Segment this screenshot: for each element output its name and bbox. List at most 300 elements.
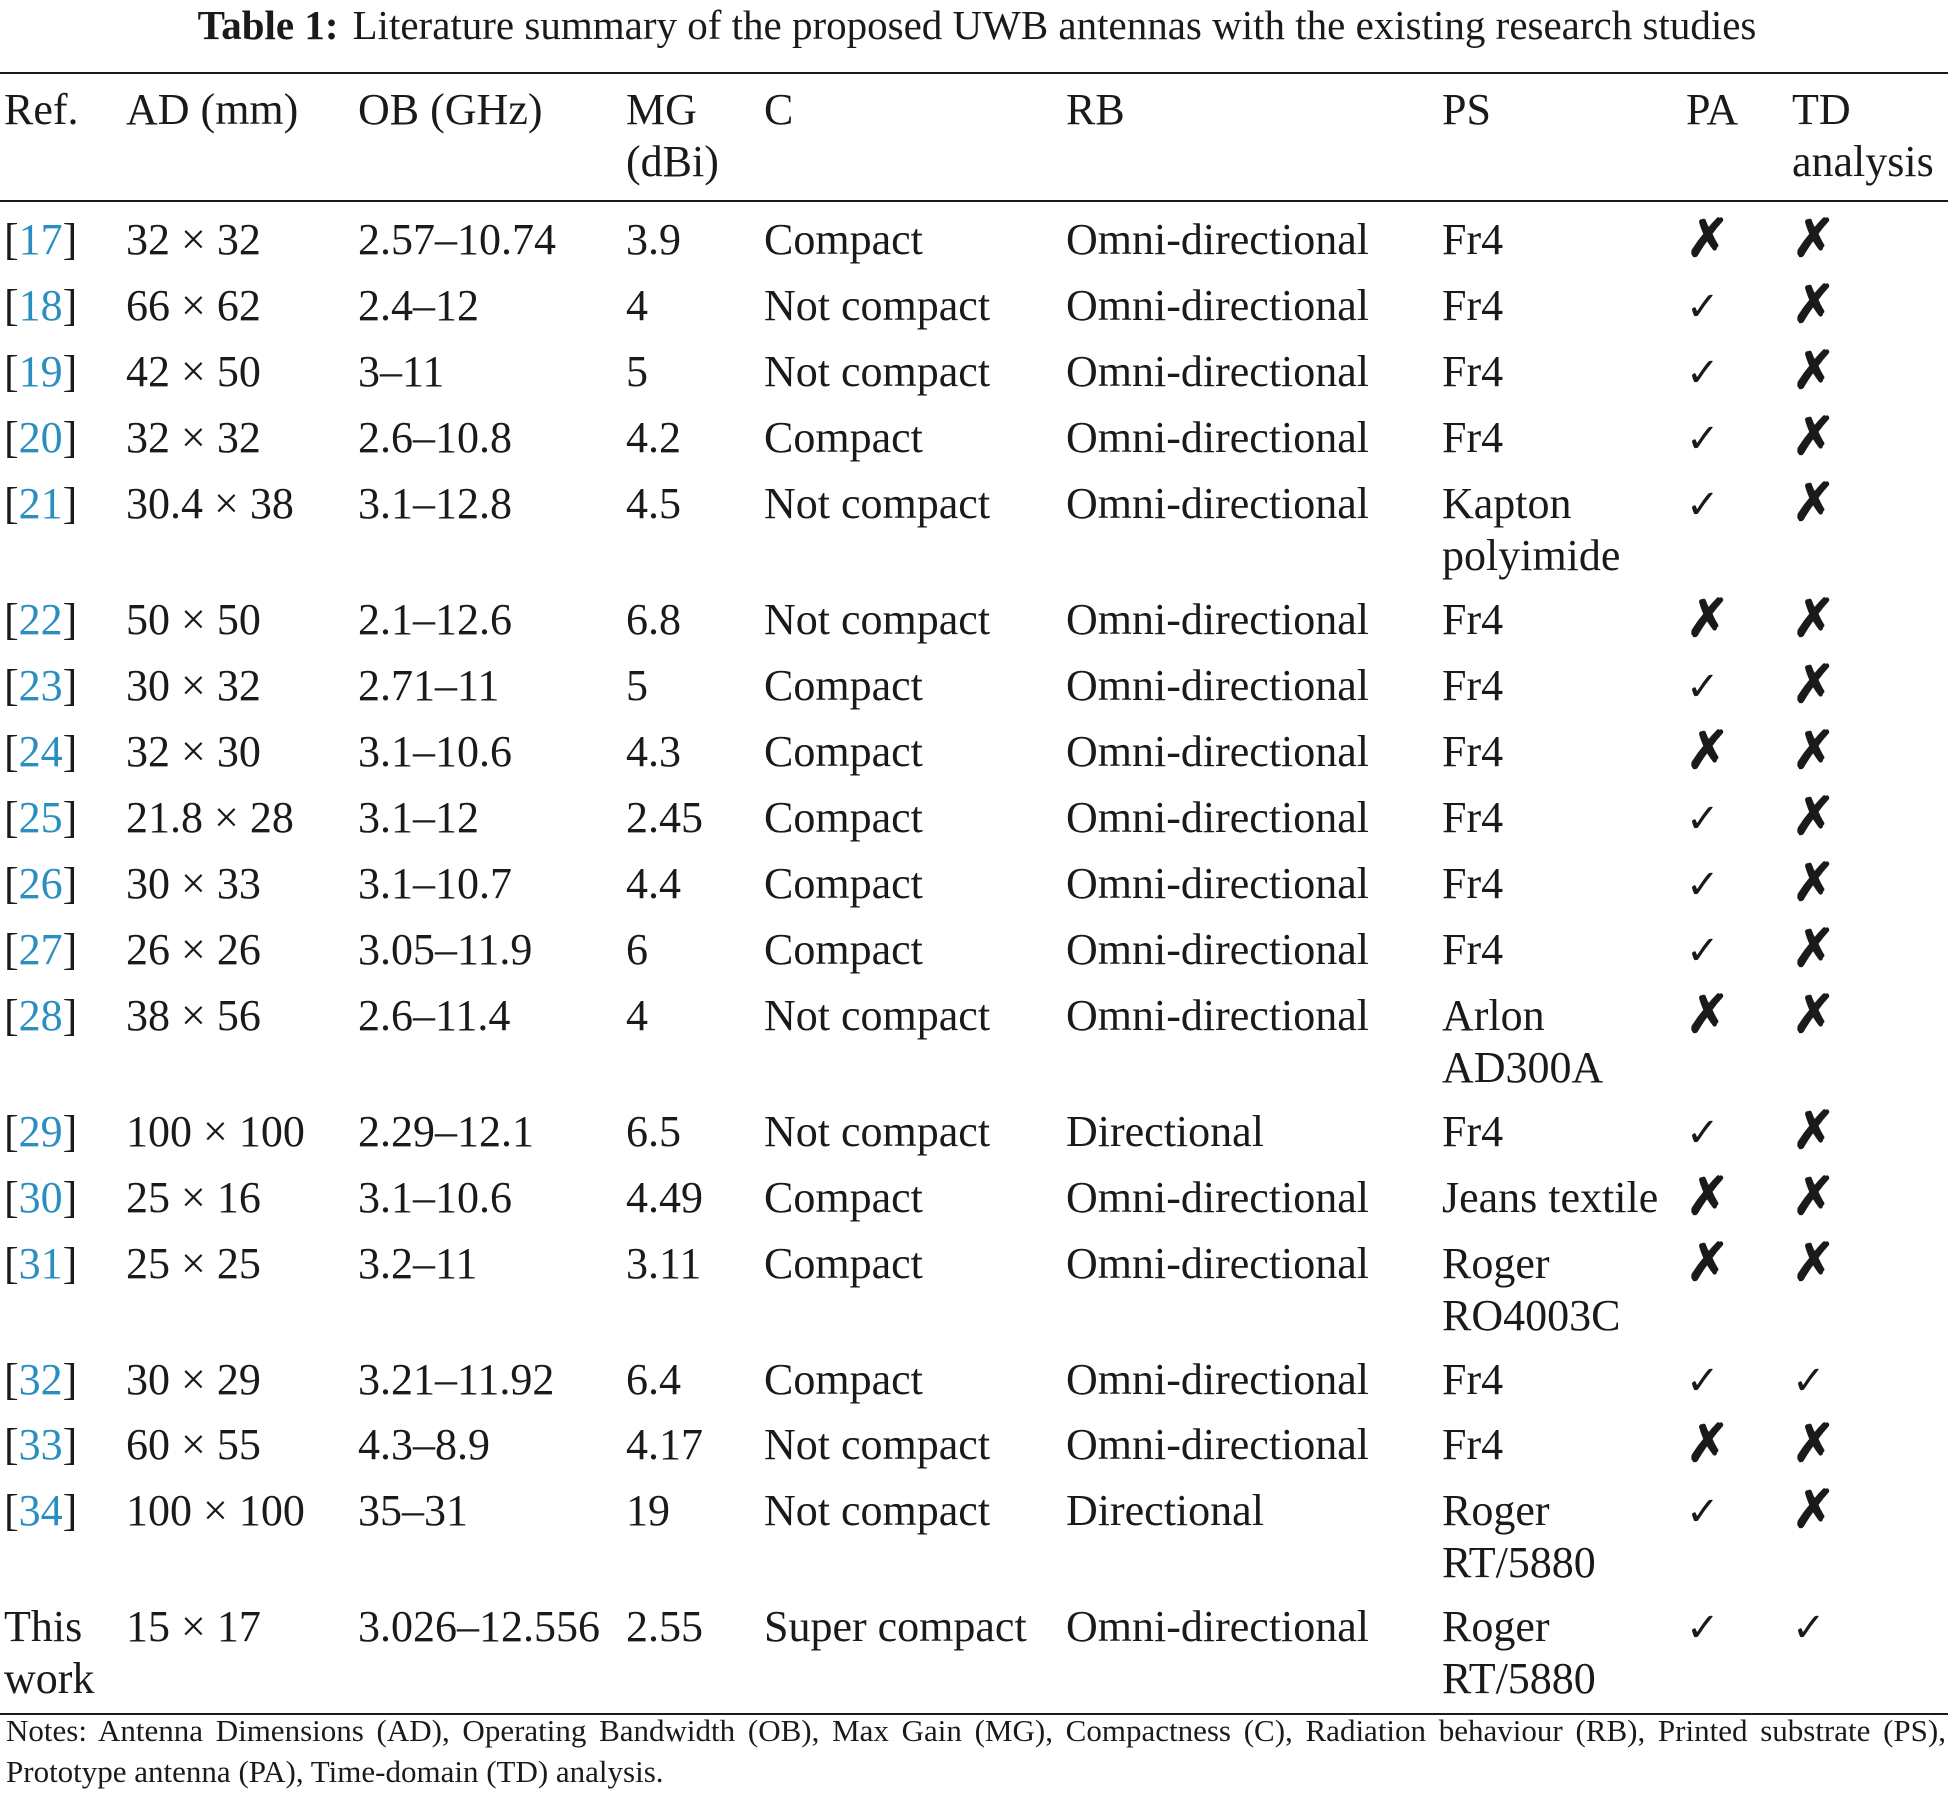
ref-cell bbox=[0, 786, 122, 852]
ad-cell: 100 × 100 bbox=[126, 1107, 305, 1156]
td-cell bbox=[1788, 918, 1948, 984]
ref-cell bbox=[0, 984, 122, 1100]
ref-cell bbox=[0, 1166, 122, 1232]
bracket-open: [ bbox=[4, 727, 19, 776]
bracket-open: [ bbox=[4, 925, 19, 974]
mg-cell: 4 bbox=[626, 281, 648, 330]
ps-cell-line: Roger bbox=[1442, 1486, 1550, 1535]
td-cell bbox=[1788, 1413, 1948, 1479]
reference-link[interactable]: 24 bbox=[18, 727, 63, 776]
ps-cell-line: Fr4 bbox=[1442, 925, 1504, 974]
rb-cell: Omni-directional bbox=[1066, 281, 1370, 330]
ps-cell-line: Fr4 bbox=[1442, 859, 1504, 908]
reference-link[interactable]: 29 bbox=[18, 1107, 63, 1156]
ps-cell bbox=[1438, 720, 1682, 786]
ad-cell: 15 × 17 bbox=[126, 1602, 261, 1651]
ps-cell bbox=[1438, 588, 1682, 654]
ps-cell-line: RO4003C bbox=[1442, 1291, 1621, 1340]
bracket-close: ] bbox=[62, 991, 78, 1040]
ad-cell: 30.4 × 38 bbox=[126, 479, 294, 528]
table-row bbox=[0, 918, 1948, 984]
table-row bbox=[0, 201, 1948, 274]
cross-icon: ✗ bbox=[1792, 1235, 1836, 1292]
pa-cell bbox=[1682, 201, 1788, 274]
check-icon: ✓ bbox=[1686, 1489, 1720, 1534]
ps-cell-line: Fr4 bbox=[1442, 347, 1504, 396]
this-work-label-line: This bbox=[4, 1602, 83, 1651]
header-label: MG bbox=[626, 85, 697, 134]
pa-cell bbox=[1682, 274, 1788, 340]
ad-cell: 32 × 32 bbox=[126, 413, 261, 462]
bracket-close: ] bbox=[62, 727, 78, 776]
ob-cell: 3.1–12.8 bbox=[358, 479, 512, 528]
td-cell bbox=[1788, 1232, 1948, 1348]
c-cell: Compact bbox=[764, 1355, 923, 1404]
this-work-label-line: work bbox=[4, 1654, 95, 1703]
pa-cell bbox=[1682, 1166, 1788, 1232]
mg-cell: 2.45 bbox=[626, 793, 703, 842]
rb-cell: Omni-directional bbox=[1066, 1420, 1370, 1469]
table-row bbox=[0, 1166, 1948, 1232]
ps-cell bbox=[1438, 1348, 1682, 1413]
ps-cell bbox=[1438, 1100, 1682, 1166]
reference-link[interactable]: 18 bbox=[18, 281, 63, 330]
check-icon: ✓ bbox=[1792, 1605, 1826, 1650]
header-label: Ref. bbox=[4, 85, 79, 134]
mg-cell: 5 bbox=[626, 347, 648, 396]
pa-cell bbox=[1682, 1232, 1788, 1348]
reference-link[interactable]: 25 bbox=[18, 793, 63, 842]
reference-link[interactable]: 19 bbox=[18, 347, 63, 396]
ref-cell bbox=[0, 1348, 122, 1413]
ps-cell-line: Roger bbox=[1442, 1602, 1550, 1651]
check-icon: ✓ bbox=[1686, 928, 1720, 973]
c-cell: Super compact bbox=[764, 1602, 1027, 1651]
ps-cell-line: Kapton bbox=[1442, 479, 1572, 528]
column-header bbox=[760, 73, 1062, 201]
pa-cell bbox=[1682, 1348, 1788, 1413]
ref-cell bbox=[0, 472, 122, 588]
ps-cell bbox=[1438, 201, 1682, 274]
ps-cell bbox=[1438, 1595, 1682, 1714]
pa-cell bbox=[1682, 406, 1788, 472]
bracket-close: ] bbox=[62, 1107, 78, 1156]
ob-cell: 3.2–11 bbox=[358, 1239, 478, 1288]
header-label: PS bbox=[1442, 85, 1491, 134]
reference-link[interactable]: 21 bbox=[18, 479, 63, 528]
column-header bbox=[122, 73, 354, 201]
rb-cell: Omni-directional bbox=[1066, 479, 1370, 528]
td-cell bbox=[1788, 472, 1948, 588]
rb-cell: Directional bbox=[1066, 1486, 1264, 1535]
bracket-open: [ bbox=[4, 1107, 19, 1156]
rb-cell: Directional bbox=[1066, 1107, 1264, 1156]
bracket-open: [ bbox=[4, 347, 19, 396]
ps-cell bbox=[1438, 1232, 1682, 1348]
pa-cell bbox=[1682, 340, 1788, 406]
header-label-line2: (dBi) bbox=[626, 137, 719, 186]
table-row bbox=[0, 588, 1948, 654]
ps-cell bbox=[1438, 1413, 1682, 1479]
c-cell: Compact bbox=[764, 1173, 923, 1222]
ob-cell: 3.026–12.556 bbox=[358, 1602, 600, 1651]
bracket-close: ] bbox=[62, 793, 78, 842]
ob-cell: 3–11 bbox=[358, 347, 445, 396]
pa-cell bbox=[1682, 588, 1788, 654]
header-label: RB bbox=[1066, 85, 1125, 134]
cross-icon: ✗ bbox=[1792, 723, 1836, 780]
ps-cell-line: Fr4 bbox=[1442, 1107, 1504, 1156]
reference-link[interactable]: 34 bbox=[18, 1486, 63, 1535]
pa-cell bbox=[1682, 654, 1788, 720]
mg-cell: 6.8 bbox=[626, 595, 681, 644]
ob-cell: 3.1–10.6 bbox=[358, 727, 512, 776]
ps-cell-line: Fr4 bbox=[1442, 1420, 1504, 1469]
table-notes: Notes: Antenna Dimensions (AD), Operating Bandwidth (OB), Max Gain (MG), Compactness (C), Radiation behaviour (RB), Printed substrate (PS), Prototype antenna (PA), Time-domain (TD) analysis. bbox=[6, 1713, 1946, 1789]
mg-cell: 19 bbox=[626, 1486, 670, 1535]
cross-icon: ✗ bbox=[1792, 1103, 1836, 1160]
ref-cell bbox=[0, 201, 122, 274]
c-cell: Compact bbox=[764, 661, 923, 710]
ad-cell: 66 × 62 bbox=[126, 281, 261, 330]
check-icon: ✓ bbox=[1686, 664, 1720, 709]
check-icon: ✓ bbox=[1686, 482, 1720, 527]
ob-cell: 2.6–11.4 bbox=[358, 991, 511, 1040]
bracket-open: [ bbox=[4, 215, 19, 264]
rb-cell: Omni-directional bbox=[1066, 727, 1370, 776]
check-icon: ✓ bbox=[1686, 350, 1720, 395]
table-row bbox=[0, 472, 1948, 588]
mg-cell: 4 bbox=[626, 991, 648, 1040]
cross-icon: ✗ bbox=[1792, 277, 1836, 334]
ob-cell: 2.4–12 bbox=[358, 281, 479, 330]
header-label: AD (mm) bbox=[126, 85, 299, 134]
rb-cell: Omni-directional bbox=[1066, 661, 1370, 710]
reference-link[interactable]: 30 bbox=[18, 1173, 63, 1222]
ad-cell: 50 × 50 bbox=[126, 595, 261, 644]
pa-cell bbox=[1682, 1413, 1788, 1479]
ad-cell: 30 × 29 bbox=[126, 1355, 261, 1404]
caption-text: Literature summary of the proposed UWB antennas with the existing research studies bbox=[352, 2, 1757, 48]
reference-link[interactable]: 32 bbox=[18, 1355, 63, 1404]
ps-cell-line: Fr4 bbox=[1442, 1355, 1504, 1404]
ob-cell: 35–31 bbox=[358, 1486, 468, 1535]
mg-cell: 3.9 bbox=[626, 215, 681, 264]
ad-cell: 42 × 50 bbox=[126, 347, 261, 396]
cross-icon: ✗ bbox=[1792, 1482, 1836, 1539]
ob-cell: 2.57–10.74 bbox=[358, 215, 556, 264]
column-header bbox=[1788, 73, 1948, 201]
bracket-close: ] bbox=[62, 859, 78, 908]
c-cell: Compact bbox=[764, 1239, 923, 1288]
pa-cell bbox=[1682, 786, 1788, 852]
c-cell: Compact bbox=[764, 925, 923, 974]
ps-cell-line: Jeans textile bbox=[1442, 1173, 1659, 1222]
pa-cell bbox=[1682, 1100, 1788, 1166]
reference-link[interactable]: 28 bbox=[18, 991, 63, 1040]
mg-cell: 4.17 bbox=[626, 1420, 703, 1469]
ref-cell bbox=[0, 588, 122, 654]
bracket-close: ] bbox=[62, 661, 78, 710]
bracket-open: [ bbox=[4, 859, 19, 908]
bracket-open: [ bbox=[4, 413, 19, 462]
table-row bbox=[0, 1479, 1948, 1595]
td-cell bbox=[1788, 274, 1948, 340]
ps-cell bbox=[1438, 918, 1682, 984]
rb-cell: Omni-directional bbox=[1066, 1173, 1370, 1222]
reference-link[interactable]: 20 bbox=[18, 413, 63, 462]
column-header bbox=[1438, 73, 1682, 201]
column-header bbox=[354, 73, 622, 201]
ad-cell: 38 × 56 bbox=[126, 991, 261, 1040]
table-row bbox=[0, 1232, 1948, 1348]
td-cell bbox=[1788, 201, 1948, 274]
table-header bbox=[0, 73, 1948, 201]
rb-cell: Omni-directional bbox=[1066, 347, 1370, 396]
ob-cell: 2.29–12.1 bbox=[358, 1107, 534, 1156]
mg-cell: 4.3 bbox=[626, 727, 681, 776]
cross-icon: ✗ bbox=[1792, 987, 1836, 1044]
rb-cell: Omni-directional bbox=[1066, 1602, 1370, 1651]
ps-cell-line: RT/5880 bbox=[1442, 1654, 1596, 1703]
this-work-row bbox=[0, 1595, 1948, 1714]
c-cell: Not compact bbox=[764, 347, 991, 396]
ad-cell: 60 × 55 bbox=[126, 1420, 261, 1469]
reference-link[interactable]: 31 bbox=[18, 1239, 63, 1288]
reference-link[interactable]: 17 bbox=[18, 215, 63, 264]
ad-cell: 25 × 16 bbox=[126, 1173, 261, 1222]
table-row bbox=[0, 720, 1948, 786]
ps-cell-line: polyimide bbox=[1442, 531, 1621, 580]
c-cell: Compact bbox=[764, 859, 923, 908]
rb-cell: Omni-directional bbox=[1066, 793, 1370, 842]
ref-cell bbox=[0, 852, 122, 918]
column-header bbox=[0, 73, 122, 201]
bracket-close: ] bbox=[62, 1486, 78, 1535]
td-cell bbox=[1788, 654, 1948, 720]
ps-cell-line: AD300A bbox=[1442, 1043, 1604, 1092]
bracket-close: ] bbox=[62, 1173, 78, 1222]
bracket-close: ] bbox=[62, 1239, 78, 1288]
table-row bbox=[0, 1413, 1948, 1479]
ps-cell-line: Arlon bbox=[1442, 991, 1545, 1040]
ps-cell-line: RT/5880 bbox=[1442, 1538, 1596, 1587]
mg-cell: 6 bbox=[626, 925, 648, 974]
header-label: TD bbox=[1792, 85, 1851, 134]
rb-cell: Omni-directional bbox=[1066, 1239, 1370, 1288]
cross-icon: ✗ bbox=[1792, 1416, 1836, 1473]
cross-icon: ✗ bbox=[1792, 409, 1836, 466]
cross-icon: ✗ bbox=[1792, 921, 1836, 978]
reference-link[interactable]: 23 bbox=[18, 661, 63, 710]
cross-icon: ✗ bbox=[1686, 1416, 1730, 1473]
c-cell: Not compact bbox=[764, 991, 991, 1040]
bracket-open: [ bbox=[4, 1239, 19, 1288]
bracket-close: ] bbox=[62, 1420, 78, 1469]
column-header bbox=[622, 73, 760, 201]
cross-icon: ✗ bbox=[1792, 789, 1836, 846]
bracket-close: ] bbox=[62, 215, 78, 264]
check-icon: ✓ bbox=[1686, 284, 1720, 329]
ps-cell-line: Fr4 bbox=[1442, 661, 1504, 710]
rb-cell: Omni-directional bbox=[1066, 413, 1370, 462]
c-cell: Not compact bbox=[764, 1107, 991, 1156]
ref-cell bbox=[0, 1479, 122, 1595]
mg-cell: 4.4 bbox=[626, 859, 681, 908]
ref-cell bbox=[0, 654, 122, 720]
mg-cell: 5 bbox=[626, 661, 648, 710]
bracket-open: [ bbox=[4, 1486, 19, 1535]
cross-icon: ✗ bbox=[1792, 211, 1836, 268]
header-label: PA bbox=[1686, 85, 1739, 134]
column-header bbox=[1062, 73, 1438, 201]
check-icon: ✓ bbox=[1686, 862, 1720, 907]
table-caption bbox=[0, 0, 1954, 50]
bracket-open: [ bbox=[4, 1355, 19, 1404]
cross-icon: ✗ bbox=[1686, 591, 1730, 648]
rb-cell: Omni-directional bbox=[1066, 859, 1370, 908]
ps-cell-line: Fr4 bbox=[1442, 281, 1504, 330]
pa-cell bbox=[1682, 1479, 1788, 1595]
td-cell bbox=[1788, 984, 1948, 1100]
ob-cell: 4.3–8.9 bbox=[358, 1420, 490, 1469]
ps-cell bbox=[1438, 340, 1682, 406]
rb-cell: Omni-directional bbox=[1066, 1355, 1370, 1404]
ps-cell bbox=[1438, 472, 1682, 588]
pa-cell bbox=[1682, 918, 1788, 984]
ps-cell bbox=[1438, 274, 1682, 340]
this-work-label bbox=[0, 1595, 122, 1714]
ad-cell: 100 × 100 bbox=[126, 1486, 305, 1535]
table-row bbox=[0, 274, 1948, 340]
td-cell bbox=[1788, 852, 1948, 918]
table-row bbox=[0, 406, 1948, 472]
ad-cell: 25 × 25 bbox=[126, 1239, 261, 1288]
ob-cell: 2.71–11 bbox=[358, 661, 500, 710]
mg-cell: 4.2 bbox=[626, 413, 681, 462]
td-cell bbox=[1788, 1166, 1948, 1232]
td-cell bbox=[1788, 786, 1948, 852]
column-header bbox=[1682, 73, 1788, 201]
bracket-open: [ bbox=[4, 1420, 19, 1469]
check-icon: ✓ bbox=[1686, 1358, 1720, 1403]
td-cell bbox=[1788, 1479, 1948, 1595]
reference-link[interactable]: 26 bbox=[18, 859, 63, 908]
reference-link[interactable]: 22 bbox=[18, 595, 63, 644]
ps-cell bbox=[1438, 654, 1682, 720]
c-cell: Compact bbox=[764, 413, 923, 462]
c-cell: Compact bbox=[764, 727, 923, 776]
bracket-open: [ bbox=[4, 661, 19, 710]
bracket-open: [ bbox=[4, 1173, 19, 1222]
check-icon: ✓ bbox=[1686, 796, 1720, 841]
bracket-close: ] bbox=[62, 413, 78, 462]
mg-cell: 4.5 bbox=[626, 479, 681, 528]
ps-cell bbox=[1438, 406, 1682, 472]
bracket-close: ] bbox=[62, 925, 78, 974]
check-icon: ✓ bbox=[1686, 416, 1720, 461]
table-row bbox=[0, 1100, 1948, 1166]
reference-link[interactable]: 33 bbox=[18, 1420, 63, 1469]
c-cell: Compact bbox=[764, 793, 923, 842]
ps-cell bbox=[1438, 984, 1682, 1100]
ps-cell-line: Fr4 bbox=[1442, 413, 1504, 462]
ob-cell: 3.05–11.9 bbox=[358, 925, 533, 974]
table-row bbox=[0, 1348, 1948, 1413]
ref-cell bbox=[0, 1413, 122, 1479]
ps-cell-line: Fr4 bbox=[1442, 215, 1504, 264]
c-cell: Not compact bbox=[764, 281, 991, 330]
ad-cell: 32 × 30 bbox=[126, 727, 261, 776]
check-icon: ✓ bbox=[1792, 1358, 1826, 1403]
cross-icon: ✗ bbox=[1792, 591, 1836, 648]
ref-cell bbox=[0, 918, 122, 984]
reference-link[interactable]: 27 bbox=[18, 925, 63, 974]
rb-cell: Omni-directional bbox=[1066, 925, 1370, 974]
ob-cell: 3.1–10.7 bbox=[358, 859, 512, 908]
bracket-close: ] bbox=[62, 595, 78, 644]
pa-cell bbox=[1682, 984, 1788, 1100]
cross-icon: ✗ bbox=[1792, 657, 1836, 714]
bracket-close: ] bbox=[62, 1355, 78, 1404]
pa-cell bbox=[1682, 1595, 1788, 1714]
bracket-close: ] bbox=[62, 281, 78, 330]
ps-cell bbox=[1438, 852, 1682, 918]
mg-cell: 2.55 bbox=[626, 1602, 703, 1651]
pa-cell bbox=[1682, 852, 1788, 918]
cross-icon: ✗ bbox=[1686, 987, 1730, 1044]
header-label: OB (GHz) bbox=[358, 85, 543, 134]
pa-cell bbox=[1682, 472, 1788, 588]
bracket-close: ] bbox=[62, 347, 78, 396]
td-cell bbox=[1788, 406, 1948, 472]
cross-icon: ✗ bbox=[1686, 1235, 1730, 1292]
header-label: C bbox=[764, 85, 794, 134]
rb-cell: Omni-directional bbox=[1066, 991, 1370, 1040]
ref-cell bbox=[0, 406, 122, 472]
table-row bbox=[0, 984, 1948, 1100]
ob-cell: 2.6–10.8 bbox=[358, 413, 512, 462]
ps-cell bbox=[1438, 1166, 1682, 1232]
table-row bbox=[0, 786, 1948, 852]
table-row bbox=[0, 852, 1948, 918]
cross-icon: ✗ bbox=[1686, 723, 1730, 780]
c-cell: Not compact bbox=[764, 1420, 991, 1469]
bracket-open: [ bbox=[4, 793, 19, 842]
ad-cell: 30 × 32 bbox=[126, 661, 261, 710]
ref-cell bbox=[0, 274, 122, 340]
ad-cell: 32 × 32 bbox=[126, 215, 261, 264]
check-icon: ✓ bbox=[1686, 1605, 1720, 1650]
mg-cell: 3.11 bbox=[626, 1239, 702, 1288]
ref-cell bbox=[0, 340, 122, 406]
ps-cell-line: Fr4 bbox=[1442, 793, 1504, 842]
ps-cell bbox=[1438, 1479, 1682, 1595]
ps-cell-line: Fr4 bbox=[1442, 595, 1504, 644]
ad-cell: 21.8 × 28 bbox=[126, 793, 294, 842]
td-cell bbox=[1788, 340, 1948, 406]
c-cell: Compact bbox=[764, 215, 923, 264]
cross-icon: ✗ bbox=[1792, 475, 1836, 532]
c-cell: Not compact bbox=[764, 595, 991, 644]
cross-icon: ✗ bbox=[1792, 343, 1836, 400]
cross-icon: ✗ bbox=[1792, 855, 1836, 912]
pa-cell bbox=[1682, 720, 1788, 786]
rb-cell: Omni-directional bbox=[1066, 215, 1370, 264]
bracket-open: [ bbox=[4, 991, 19, 1040]
header-label-line2: analysis bbox=[1792, 137, 1934, 186]
ad-cell: 26 × 26 bbox=[126, 925, 261, 974]
